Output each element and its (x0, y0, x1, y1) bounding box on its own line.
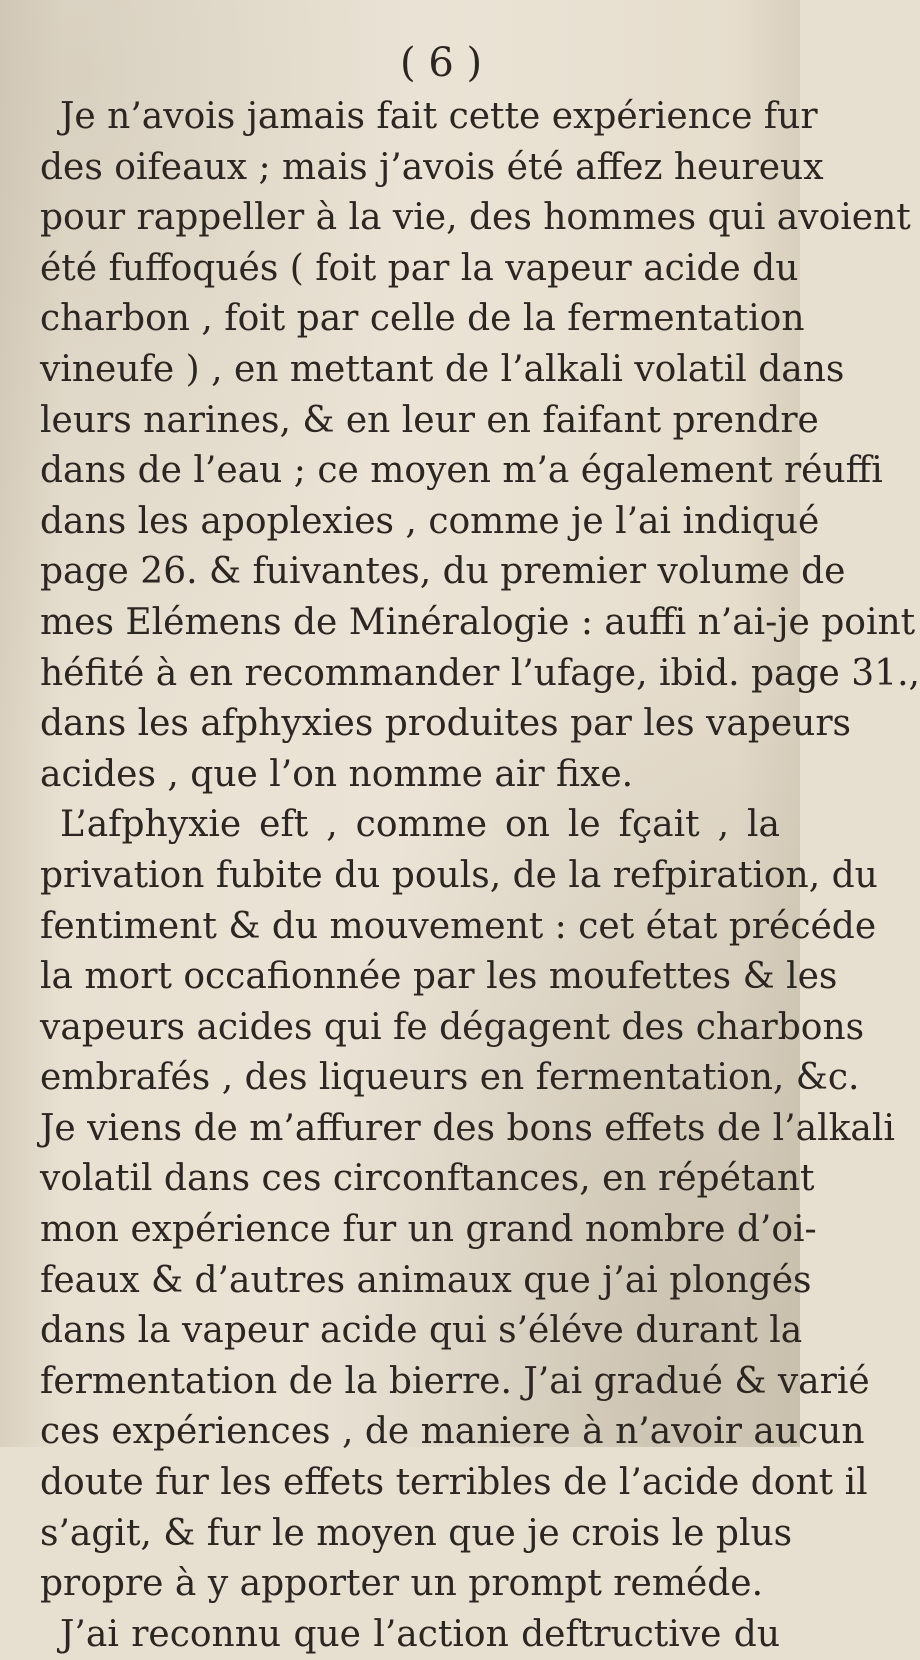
text-line: page 26. & fuivantes, du premier volume de (40, 551, 846, 593)
text-line: feaux & d’autres animaux que j’ai plongés (40, 1259, 812, 1301)
text-line: mes Elémens de Minéralogie : auffi n’ai-je point (40, 601, 916, 643)
text-line: vineufe ) , en mettant de l’alkali volatil dans (40, 348, 845, 390)
text-line: fermentation de la bierre. J’ai gradué & varié (40, 1360, 870, 1402)
text-line: la mort occafionnée par les moufettes & les (40, 956, 838, 998)
text-line: dans les afphyxies produites par les vapeurs (40, 703, 852, 745)
text-line: pour rappeller à la vie, des hommes qui avoient (40, 197, 911, 239)
text-line: propre à y apporter un prompt reméde. (40, 1563, 764, 1605)
text-line: L’afphyxie eft , comme on le fçait , la (60, 804, 780, 846)
text-line: J’ai reconnu que l’action deftructive du (60, 1613, 780, 1655)
text-line: vapeurs acides qui fe dégagent des charbons (40, 1006, 865, 1048)
text-line: dans les apoplexies , comme je l’ai indiqué (40, 500, 820, 542)
text-line: fentiment & du mouvement : cet état précéde (40, 905, 877, 947)
text-line: embrafés , des liqueurs en fermentation, &c. (40, 1057, 860, 1099)
text-line: ces expériences , de maniere à n’avoir aucun (40, 1411, 865, 1453)
text-line: héfité à en recommander l’ufage, ibid. page 31., (40, 652, 920, 694)
text-line: charbon , foit par celle de la fermentation (40, 298, 805, 340)
text-line: été fuffoqués ( foit par la vapeur acide du (40, 247, 799, 289)
page-number: ( 6 ) (400, 40, 483, 86)
text-line: volatil dans ces circonftances, en répétant (40, 1158, 815, 1200)
text-line: dans de l’eau ; ce moyen m’a également réuffi (40, 450, 883, 492)
text-line: mon expérience fur un grand nombre d’oi- (40, 1209, 817, 1251)
text-line: leurs narines, & en leur en faifant prendre (40, 399, 819, 441)
text-line: des oifeaux ; mais j’avois été affez heureux (40, 146, 824, 188)
text-line: acides , que l’on nomme air fixe. (40, 753, 634, 795)
text-line: Je viens de m’affurer des bons effets de l’alkali (40, 1107, 895, 1149)
text-line: Je n’avois jamais fait cette expérience fur (60, 96, 818, 137)
text-line: privation fubite du pouls, de la refpiration, du (40, 854, 878, 896)
text-line: dans la vapeur acide qui s’éléve durant la (40, 1310, 803, 1352)
text-line: doute fur les effets terribles de l’acide dont il (40, 1462, 868, 1504)
body-text (40, 92, 920, 1660)
text-line: s’agit, & fur le moyen que je crois le plus (40, 1512, 793, 1554)
